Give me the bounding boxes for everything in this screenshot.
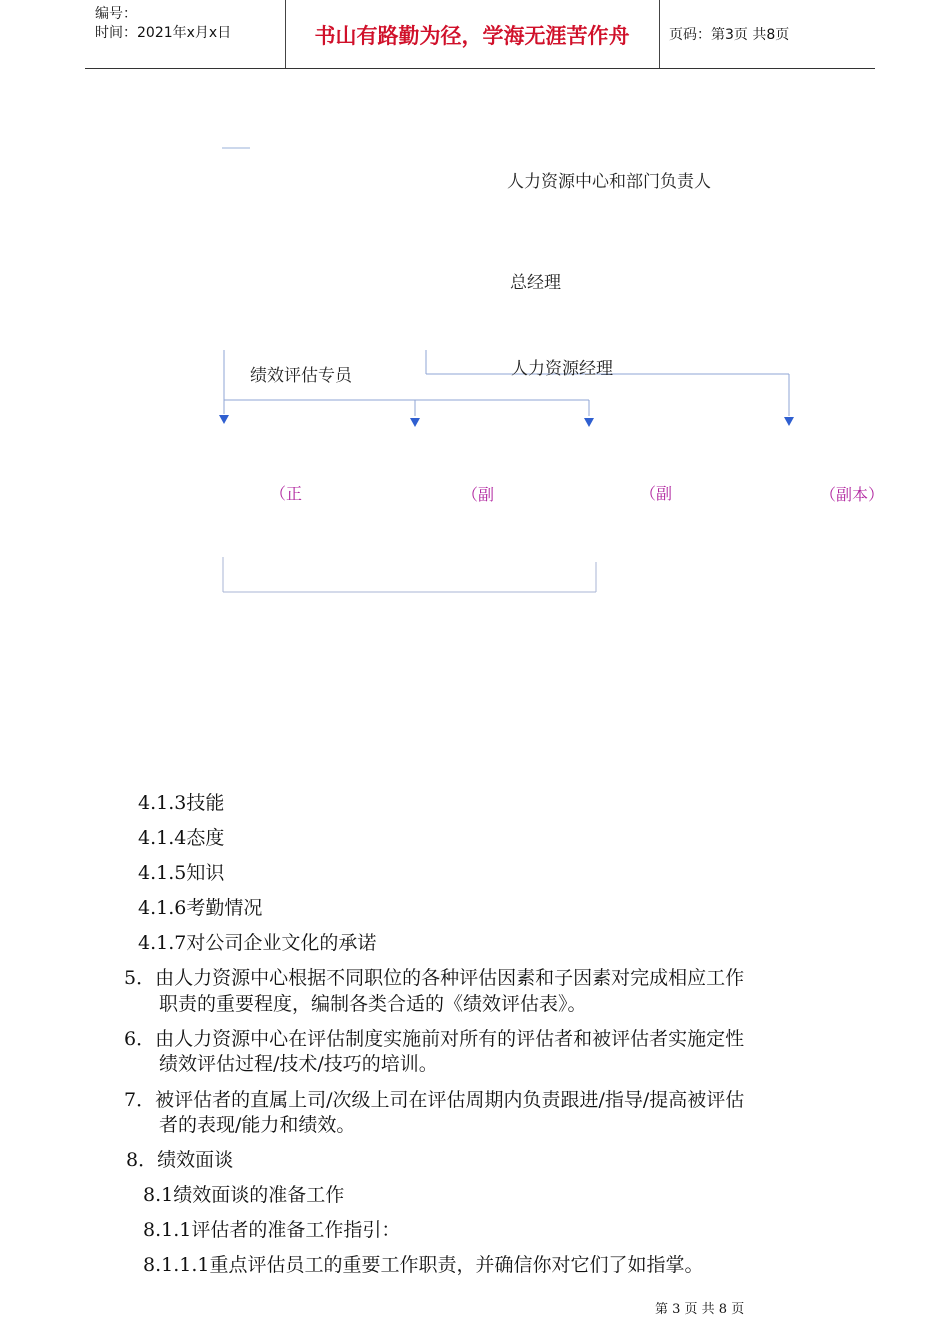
hr-manager-node: 人力资源经理 (511, 359, 613, 379)
subsection-8-1: 8.1绩效面谈的准备工作 (143, 1184, 345, 1206)
paragraph-7-line-1: 7．被评估者的直属上司/次级上司在评估周期内负责跟进/指导/提高被评估 (124, 1089, 745, 1111)
list-item: 4.1.6考勤情况 (138, 897, 263, 919)
list-item: 4.1.4态度 (138, 827, 225, 849)
paragraph-5-line-1: 5．由人力资源中心根据不同职位的各种评估因素和子因素对完成相应工作 (124, 967, 745, 989)
subsection-8-1-1: 8.1.1评估者的准备工作指引： (143, 1219, 401, 1241)
list-item: 4.1.3技能 (138, 792, 225, 814)
paragraph-6-line-1: 6．由人力资源中心在评估制度实施前对所有的评估者和被评估者实施定性 (124, 1028, 745, 1050)
copy-label-duplicate: （副 (640, 484, 673, 503)
date-label: 时间：2021年x月x日 (95, 25, 232, 41)
paragraph-6-line-2: 绩效评估过程/技术/技巧的培训。 (159, 1053, 438, 1075)
subsection-8-1-1-1: 8.1.1.1重点评估员工的重要工作职责，并确信你对它们了如指掌。 (143, 1254, 704, 1276)
list-item: 4.1.7对公司企业文化的承诺 (138, 932, 377, 954)
page-footer: 第 3 页 共 8 页 (655, 1302, 745, 1317)
copy-label-duplicate: （副本） (820, 485, 885, 504)
top-node: 人力资源中心和部门负责人 (507, 172, 711, 192)
arrow-head (584, 418, 594, 427)
arrow-head (219, 415, 229, 424)
paragraph-5-line-2: 职责的重要程度，编制各类合适的《绩效评估表》。 (159, 993, 587, 1015)
arrow-head (410, 418, 420, 427)
list-item: 4.1.5知识 (138, 862, 225, 884)
section-heading-8: 8．绩效面谈 (126, 1149, 234, 1171)
header-motto: 书山有路勤为径，学海无涯苦作舟 (314, 24, 630, 48)
specialist-node: 绩效评估专员 (250, 366, 352, 386)
serial-label: 编号： (95, 6, 137, 22)
copy-label-original: （正 (270, 484, 303, 503)
paragraph-7-line-2: 者的表现/能力和绩效。 (159, 1114, 356, 1136)
gm-node: 总经理 (510, 273, 561, 293)
copy-label-duplicate: （副 (462, 485, 495, 504)
header-page-label: 页码：第3页 共8页 (669, 27, 790, 43)
arrow-head (784, 417, 794, 426)
